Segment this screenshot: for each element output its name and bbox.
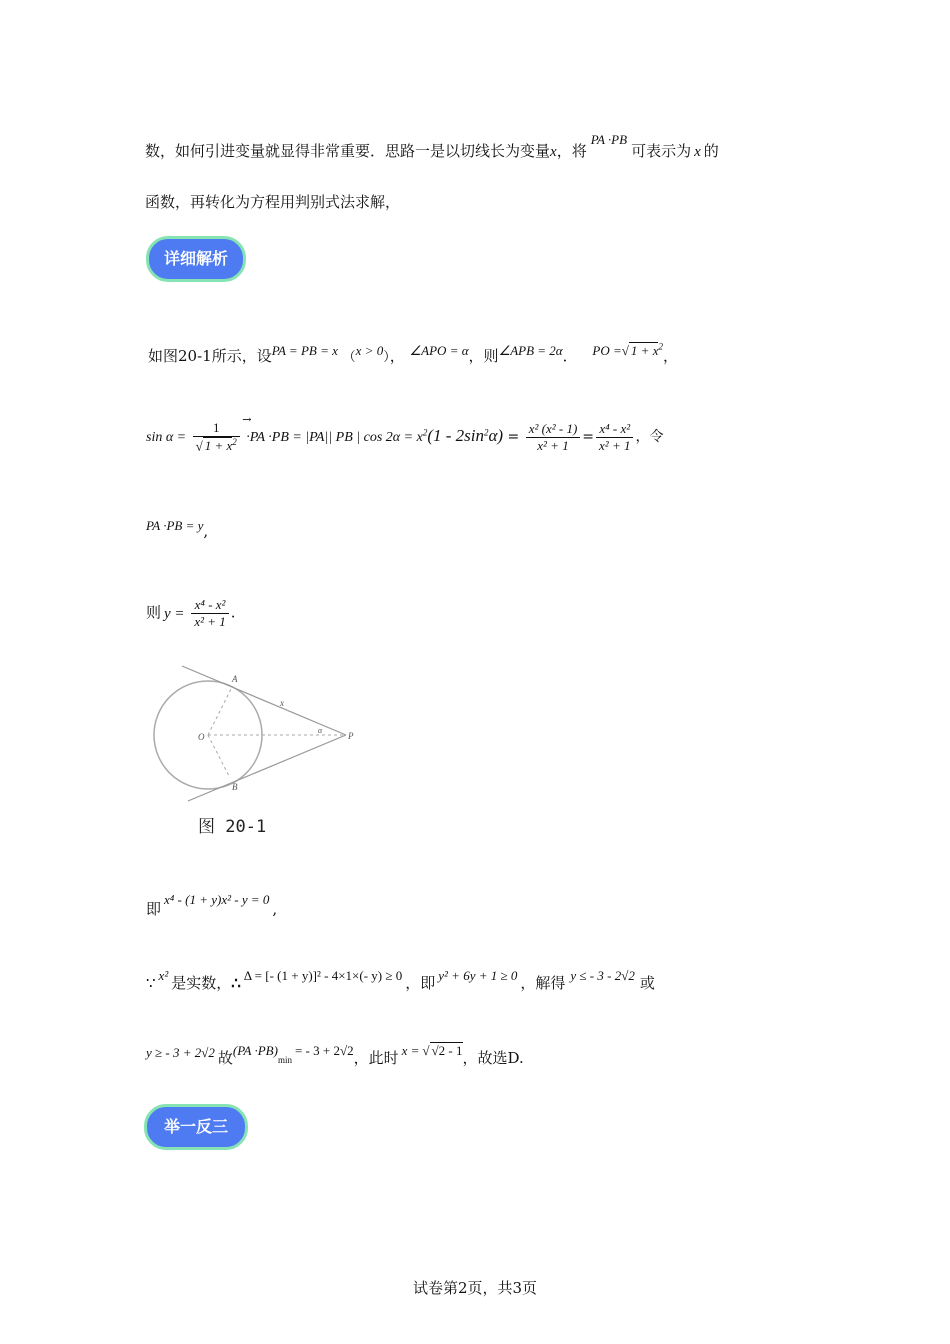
therefore-symbol: ∴ [231, 974, 241, 992]
vector-arrow: → [242, 413, 252, 427]
solution-line-2: sin α = $\frac{1}{√ 1 + x^2}$ → ·PA ·PB = |PA|| PB | $\cos 2\alpha = x^2(1 - 2\sin^2\alpha)$ = $\frac{\text{x² (x² - 1)}}{\text{x² + 1}}$ = $\frac{\text{x⁴ - x²}}{\text{x² + 1}}$ ，令 [146, 413, 664, 454]
end-text: ，故选D. [462, 1049, 524, 1067]
solution-line-5: 即x⁴ - (1 + y)x² - y = 0, [146, 892, 278, 918]
eq-angle-apo: ∠APO = α [409, 343, 469, 358]
var-x-2: x [694, 144, 701, 160]
figure-caption: 图 20-1 [198, 817, 267, 837]
ji-text-2: ，即 [405, 974, 436, 992]
radius-ob [208, 735, 230, 778]
then-text-2: 则 [146, 603, 162, 622]
label-x: x [280, 698, 284, 708]
sqrt-1-x2: 1 + x [630, 343, 659, 358]
frac-y-expr: $\frac{\text{x⁴ - x²}}{\text{x² + 1}}$ [191, 597, 228, 630]
solution-line-6 [146, 968, 655, 993]
label-p: P [348, 731, 354, 741]
real-text: 是实数， [171, 974, 232, 992]
cond-x-positive: x > 0 [355, 343, 384, 358]
solution-1: y ≤ - 3 - 2√2 [570, 968, 635, 983]
solution-line-7: y ≥ - 3 + 2√2 故$(PA \cdot PB)_{min}= - 3 + 2√2$，此时 x = √ √2 - 1，故选D. [146, 1043, 524, 1067]
let-text: ，令 [635, 429, 664, 446]
min-value: = - 3 + 2√2 [294, 1043, 354, 1058]
eq-angle-apb: ∠APB = 2α [498, 343, 563, 358]
eq-y-def: PA ·PB = y [146, 518, 204, 533]
inequality-y: y² + 6y + 1 ≥ 0 [438, 968, 518, 983]
min-expr: (PA ·PB) [232, 1043, 278, 1058]
sin-alpha: sin α = [146, 430, 187, 446]
section-more-badge: 举一反三 [144, 1104, 248, 1150]
label-a: A [232, 674, 238, 684]
solution-line-3: PA ·PB = y, [146, 518, 209, 540]
intro-text: 数，如何引进变量就显得非常重要．思路一是以切线长为变量 [145, 142, 551, 160]
gu-text: 故 [217, 1049, 233, 1067]
intro-text-mid: ，将 [556, 142, 587, 160]
intro-text-end: 的 [703, 142, 719, 160]
x-value: √2 - 1 [431, 1043, 463, 1058]
radius-oa [208, 687, 232, 735]
quadratic-eq: x⁴ - (1 + y)x² - y = 0 [164, 892, 270, 907]
solve-text: ，解得 [520, 974, 566, 992]
or-text: 或 [639, 974, 655, 992]
eq-po: PO = [592, 343, 622, 358]
dot-product-text: ·PA ·PB = |PA|| PB | cos 2α = x [246, 430, 423, 446]
dot-product-expr: → ·PA ·PB = |PA|| PB | $\cos 2\alpha = x^2(1 - 2\sin^2\alpha)$ = [242, 413, 520, 446]
then-text: ，则 [468, 347, 499, 365]
circle-tangent-figure [150, 660, 370, 810]
paren-expr: (1 - 2sin [427, 426, 484, 446]
var-x: x [550, 144, 557, 160]
frac-x2x21: $\frac{\text{x² (x² - 1)}}{\text{x² + 1}}$ [526, 421, 581, 454]
eq-pa-pb-x: PA = PB = x [271, 343, 338, 358]
min-subscript: min [277, 1055, 292, 1065]
x-squared: x² [158, 968, 169, 983]
frac-one-over-sqrt: $\frac{1}{√ 1 + x^2}$ [193, 420, 240, 454]
setup-text: 如图20-1所示，设 [148, 347, 272, 365]
tangent-line-a [182, 666, 346, 735]
label-alpha: α [318, 726, 323, 735]
ji-text: 即 [146, 900, 162, 918]
because-symbol: ∵ [146, 974, 156, 992]
label-o: O [198, 732, 205, 742]
solution-2: y ≥ - 3 + 2√2 [146, 1045, 215, 1060]
page-footer: 试卷第2页，共3页 [412, 1279, 538, 1297]
now-text: ，此时 [353, 1049, 399, 1067]
intro-line-2: 函数，再转化为方程用判别式法求解， [145, 193, 401, 211]
intro-line-1 [145, 132, 719, 161]
label-b: B [232, 782, 238, 792]
frac-x4-x2: $\frac{\text{x⁴ - x²}}{\text{x² + 1}}$ [596, 421, 633, 454]
paren-expr-end: α) [488, 426, 504, 446]
y-equals: y = [164, 605, 185, 622]
tangent-line-b [188, 735, 346, 801]
discriminant-expr: Δ = [- (1 + y)]² - 4×1×(- y) ≥ 0 [243, 968, 403, 983]
solution-line-1: 如图20-1所示，设PA = PB = x （x > 0）， ∠APO = α，则∠APB = 2α． PO =√ $1 + x^2$， [148, 341, 678, 365]
x-equals: x = [401, 1043, 420, 1058]
section-detail-badge: 详细解析 [146, 236, 246, 282]
pa-pb-expr: PA ·PB [590, 132, 628, 147]
solution-line-4: 则 y = $\frac{\text{x⁴ - x²}}{\text{x² + 1}}$ . [146, 597, 236, 629]
intro-text-post: 可表示为 [631, 142, 692, 160]
